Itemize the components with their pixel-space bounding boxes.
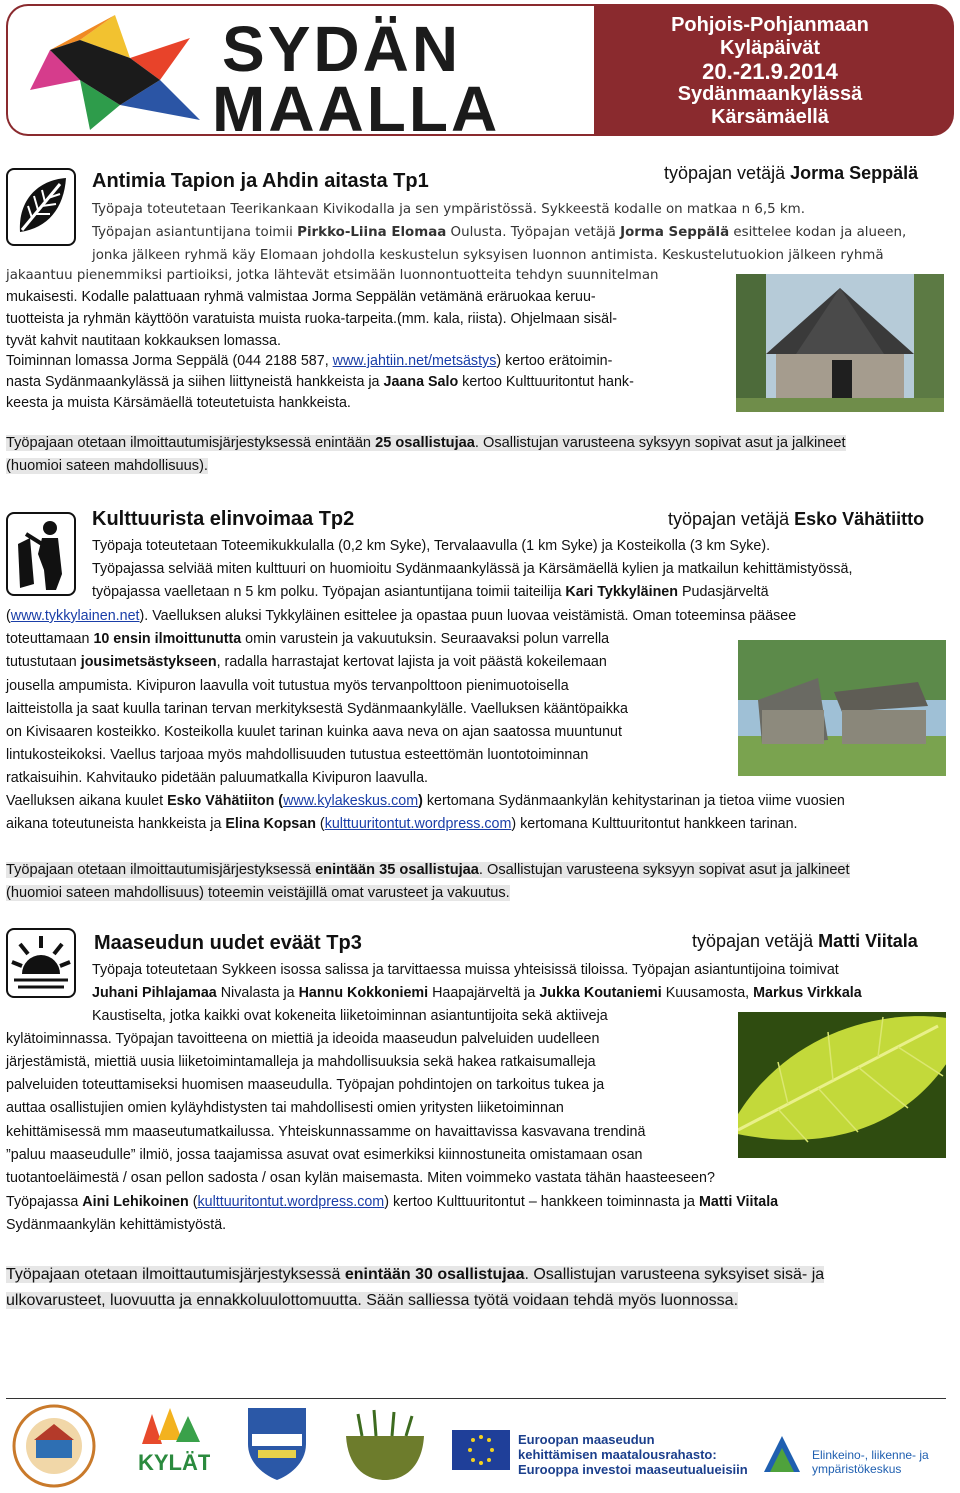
tp2-line-1: Työpaja toteutetaan Toteemikukkulalla (0,2 km Syke), Tervalaavulla (1 km Syke) ja Kosteikolla (3 km Syke). bbox=[92, 538, 771, 554]
event-name: Kyläpäivät bbox=[719, 37, 821, 59]
eu-flag-icon bbox=[452, 1430, 510, 1470]
tp3-line-5: järjestämistä, miettiä uusia liiketoimintamalleja ja mahdollisuuksia sekä hakea ratkaisumalleja bbox=[6, 1054, 596, 1070]
tp1-leader-prefix: työpajan vetäjä bbox=[664, 163, 791, 183]
event-dates: 20.-21.9.2014 bbox=[702, 59, 838, 84]
tp3-line-2: Juhani Pihlajamaa Nivalasta ja Hannu Kokkoniemi Haapajärveltä ja Jukka Koutaniemi Kuusamosta, Markus Virkkala bbox=[92, 985, 862, 1001]
tp3-line-6: palveluiden toteuttamiseksi huomisen maaseudulla. Työpajan pohdintojen on tarkoitus tukea ja bbox=[6, 1077, 605, 1093]
header-banner bbox=[6, 4, 954, 136]
eu-fund-text: Euroopan maaseudun kehittämisen maatalousrahasto: Eurooppa investoi maaseutualueisiin bbox=[518, 1432, 748, 1477]
tp2-leader-prefix: työpajan vetäjä bbox=[668, 509, 795, 529]
tp3-registration: Työpajaan otetaan ilmoittautumisjärjestyksessä enintään 30 osallistujaa. Osallistujan varusteena syksyiset sisä- ja ulkovarusteet, luovuutta ja ennakkoluulottomuutta. Sään salliessa työtä voidaan tehdä myös luonnossa. bbox=[6, 1266, 825, 1309]
tykkylainen-link[interactable]: www.tykkylainen.net bbox=[10, 608, 140, 624]
tp1-line-2: Työpajan asiantuntijana toimii Pirkko-Liina Elomaa Oulusta. Työpajan vetäjä Jorma Seppälä esittelee kodan ja alueen, bbox=[92, 225, 907, 240]
tp1-line-4: jakaantuu pienemmiksi partioiksi, jotka lähtevät etsimään luonnontuotteita tehdyn suunnitelman bbox=[6, 268, 659, 283]
tp3-line-11: Työpajassa Aini Lehikoinen (kulttuuritontut.wordpress.com) kertoo Kulttuuritontut – hankkeen toiminnasta ja Matti Viitala bbox=[6, 1194, 779, 1210]
jahtiin-link[interactable]: www.jahtiin.net/metsästys bbox=[332, 353, 497, 369]
tp3-line-9: ”paluu maaseudulle” ilmiö, jossa taajamissa asuvat ovat esimerkiksi kiinnostuneita omistamaan osan bbox=[6, 1147, 643, 1163]
sun-icon bbox=[6, 928, 76, 998]
tp2-leader-name: Esko Vähätiitto bbox=[794, 509, 925, 529]
tp3-line-12: Sydänmaankylän kehittämistyöstä. bbox=[6, 1217, 227, 1233]
footer-divider bbox=[6, 1398, 946, 1399]
kota-hut-photo bbox=[736, 274, 944, 412]
kylayhdistykset-logo bbox=[8, 1404, 100, 1488]
tp2-line-11: ratkaisuihin. Kahvitauko pidetään paluumatkalla Kivipuron laavulla. bbox=[6, 770, 429, 786]
event-village: Sydänmaankylässä bbox=[677, 83, 863, 105]
tp2-title: Kulttuurista elinvoimaa Tp2 bbox=[92, 508, 355, 530]
svg-text:KYLÄT: KYLÄT bbox=[138, 1450, 210, 1475]
tp3-line-1: Työpaja toteutetaan Sykkeen isossa salissa ja tarvittaessa muissa yhteisissä tiloissa. Työpajan asiantuntijoina toimivat bbox=[92, 962, 839, 978]
tp2-leader bbox=[668, 509, 924, 530]
ely-text: Elinkeino-, liikenne- ja ympäristökeskus bbox=[812, 1448, 929, 1476]
brand-line-2: MAALLA bbox=[212, 73, 501, 136]
tp1-line-9: nasta Sydänmaankylässä ja siihen liittyneistä hankkeista ja Jaana Salo kertoo Kulttuuritontut hank- bbox=[6, 374, 634, 390]
kylakeskus-link[interactable]: www.kylakeskus.com bbox=[283, 793, 419, 809]
tp3-leader-name: Matti Viitala bbox=[818, 931, 918, 951]
tp3-leader-prefix: työpajan vetäjä bbox=[692, 931, 819, 951]
tp2-line-12: Vaelluksen aikana kuulet Esko Vähätiiton (www.kylakeskus.com) kertomana Sydänmaankylän kehitystarinan ja tietoa viime vuosien bbox=[6, 793, 845, 809]
tp2-line-7: jousella ampumista. Kivipuron laavulla voit tutustua myös tervanpolttoon pienimuotoisella bbox=[6, 678, 569, 694]
tp3-line-7: auttaa osallistujien omien kyläyhdistysten tai mahdollisesti omien yritysten liiketoiminnan bbox=[6, 1100, 564, 1116]
tp1-leader-name: Jorma Seppälä bbox=[790, 163, 919, 183]
tp1-line-7: tyvät kahvit nautitaan kokkauksen lomassa. bbox=[6, 333, 281, 349]
green-leaf-photo bbox=[738, 1012, 946, 1158]
tp2-line-8: laitteistolla ja saat kuulla tarinan tervan merkityksestä Sydänmaankylälle. Vaelluksen kääntöpaikka bbox=[6, 701, 628, 717]
event-region: Pohjois-Pohjanmaan bbox=[671, 14, 869, 36]
event-info bbox=[594, 14, 946, 129]
tp3-line-10: tuotantoeläimestä / osan pellon sadosta / osan kylän maisemasta. Miten voimmeko vastata tähän haasteeseen? bbox=[6, 1170, 715, 1186]
tp1-line-8: Toiminnan lomassa Jorma Seppälä (044 2188 587, www.jahtiin.net/metsästys) kertoo erätoimin- bbox=[6, 353, 613, 369]
tp3-title: Maaseudun uudet eväät Tp3 bbox=[94, 932, 362, 954]
tp2-line-4: (www.tykkylainen.net). Vaelluksen aluksi Tykkyläinen esittelee ja opastaa puun luovaa veistämistä. Oman toteeminsa pääsee bbox=[6, 608, 797, 624]
tp1-line-5: mukaisesti. Kodalle palattuaan ryhmä valmistaa Jorma Seppälän vetämänä eräruokaa keruu- bbox=[6, 289, 596, 305]
artist-silhouette-icon bbox=[6, 512, 76, 596]
tp2-line-2: Työpajassa selviää miten kulttuuri on huomioitu Sydänmaankylässä ja Kärsämäellä kylien ja matkailun kehittämistyössä, bbox=[92, 561, 853, 577]
tp2-line-9: on Kivisaaren kosteikko. Kosteikolla kuulet tarinan kuinka aava neva on ajan saatossa muuntunut bbox=[6, 724, 622, 740]
tp3-line-4: kylätoiminnassa. Työpajan tavoitteena on miettiä ja ideoida maaseudun palveluiden uudelleen bbox=[6, 1031, 600, 1047]
tp1-registration: Työpajaan otetaan ilmoittautumisjärjestyksessä enintään 25 osallistujaa. Osallistujan varusteena syksyyn sopivat asut ja jalkineet (huomioi sateen mahdollisuus). bbox=[6, 435, 846, 475]
sydan-maalla-star-logo-icon bbox=[20, 10, 210, 132]
kulttuuritontut-link-2[interactable]: kulttuuritontut.wordpress.com bbox=[197, 1194, 385, 1210]
tp1-line-6: tuotteista ja ryhmän käyttöön varatuista muista ruoka-tarpeita.(mm. kala, riista). Ohjelmaan sisäl- bbox=[6, 311, 618, 327]
event-municipality: Kärsämäellä bbox=[711, 106, 829, 128]
tp1-line-3: jonka jälkeen ryhmä käy Elomaan johdolla keskustelun syksyisen luonnon antimista. Keskustelutuokion jälkeen ryhmä bbox=[92, 248, 884, 263]
tp1-leader bbox=[664, 163, 918, 184]
tp2-line-5: toteuttamaan 10 ensin ilmoittunutta omin varustein ja vakuutuksin. Seuraavaksi polun varrella bbox=[6, 631, 610, 647]
tp3-line-3: Kaustiselta, jotka kaikki ovat kokeneita liiketoiminnan asiantuntijoita sekä aktiiveja bbox=[92, 1008, 608, 1024]
leaf-icon bbox=[6, 168, 76, 246]
tp1-line-1: Työpaja toteutetaan Teerikankaan Kivikodalla ja sen ympäristössä. Sykkeestä kodalle on matkaa n 6,5 km. bbox=[92, 202, 805, 217]
tp2-line-13: aikana toteutuneista hankkeista ja Elina Kopsan (kulttuuritontut.wordpress.com) kertomana Kulttuuritontut hankkeen tarinan. bbox=[6, 816, 798, 832]
tp3-line-8: kehittämisessä mm maaseutumatkailussa. Yhteiskunnassamme on havaittavissa kasvavana trendinä bbox=[6, 1124, 646, 1140]
lean-to-shelter-photo bbox=[738, 640, 946, 776]
tp2-line-10: lintukosteikoksi. Vaellus tarjoaa myös mahdollisuuden tutustua esteettömän luontotoiminnan bbox=[6, 747, 589, 763]
tp2-line-6: tutustutaan jousimetsästykseen, radalla harrastajat kertovat lajista ja voit päästä kokeilemaan bbox=[6, 654, 607, 670]
kulttuuritontut-link-1[interactable]: kulttuuritontut.wordpress.com bbox=[324, 816, 512, 832]
bowl-logo bbox=[342, 1408, 428, 1484]
tp2-registration: Työpajaan otetaan ilmoittautumisjärjestyksessä enintään 35 osallistujaa. Osallistujan varusteena syksyyn sopivat asut ja jalkineet (huomioi sateen mahdollisuus) toteemin veistäjillä omat varusteet ja vakuutus. bbox=[6, 862, 850, 902]
brand-line-1: SYDÄN bbox=[222, 13, 462, 85]
tp1-title: Antimia Tapion ja Ahdin aitasta Tp1 bbox=[92, 170, 429, 192]
municipality-crest bbox=[242, 1404, 312, 1484]
ely-logo-icon bbox=[760, 1432, 804, 1476]
tp1-line-10: keesta ja muista Kärsämäellä toteutetuista hankkeista. bbox=[6, 395, 351, 411]
tp2-line-3: työpajassa vaelletaan n 5 km polku. Työpajan asiantuntijana toimii taiteilija Kari Tykkyläinen Pudasjärveltä bbox=[92, 584, 769, 600]
kylat-logo bbox=[132, 1404, 210, 1484]
tp3-leader bbox=[692, 931, 918, 952]
